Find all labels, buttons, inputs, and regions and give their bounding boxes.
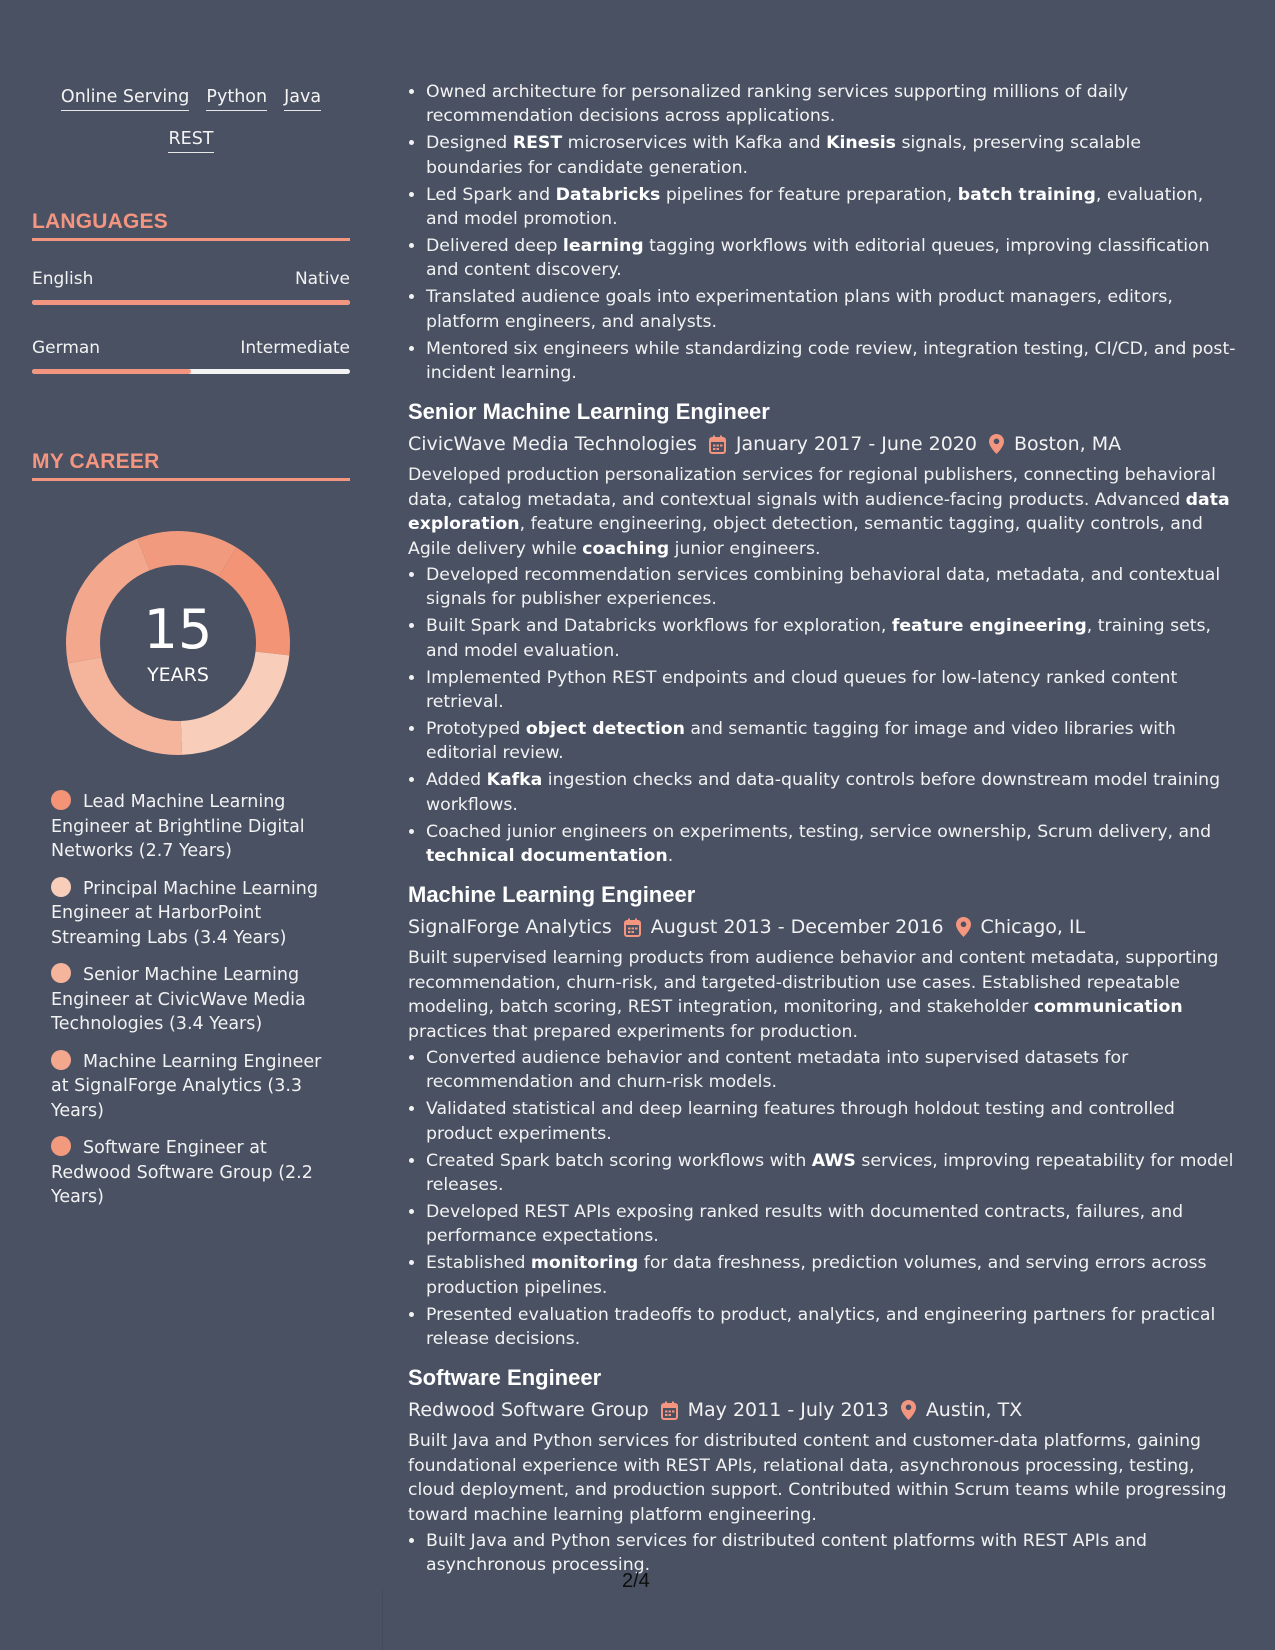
skill-tag[interactable]: REST (168, 128, 213, 153)
job-dates: August 2013 - December 2016 (650, 916, 944, 939)
jobs-list (408, 399, 1238, 1577)
career-legend-item (51, 877, 341, 951)
career-legend (51, 790, 341, 1223)
calendar-icon (661, 1401, 678, 1420)
bullet-item: • Developed REST APIs exposing ranked results with documented contracts, failures, and performance expectations. (426, 1200, 1238, 1249)
career-legend-label: Principal Machine Learning Engineer at HarborPoint Streaming Labs (3.4 Years) (51, 878, 318, 948)
experience-column (408, 80, 1238, 1580)
job-entry (408, 882, 1238, 1351)
calendar-icon (624, 918, 641, 937)
bullet-item: • Designed REST microservices with Kafka and Kinesis signals, preserving scalable boundaries for candidate generation. (426, 131, 1238, 180)
job-description: Built Java and Python services for distributed content and customer-data platforms, gaining foundational experience with REST APIs, relational data, asynchronous processing, testing, cloud deployment, and production support. Contributed within Scrum teams while progressing toward machine learning platform engineering. (408, 1431, 1227, 1525)
career-total-unit: YEARS (147, 664, 209, 686)
career-legend-label: Software Engineer at Redwood Software Group (2.2 Years) (51, 1138, 313, 1207)
career-legend-item (51, 1050, 341, 1124)
bullet-item: • Prototyped object detection and semantic tagging for image and video libraries with editorial review. (426, 717, 1238, 766)
language-level-bar (32, 369, 350, 374)
job-bullets (408, 1529, 1238, 1578)
job-bullets (408, 563, 1238, 868)
legend-dot (51, 1050, 71, 1070)
job-meta (408, 914, 1238, 940)
column-divider (382, 1590, 383, 1650)
career-legend-label: Machine Learning Engineer at SignalForge Analytics (3.3 Years) (51, 1051, 322, 1121)
language-level: Intermediate (240, 338, 350, 358)
bullet-item: • Created Spark batch scoring workflows with AWS services, improving repeatability for model releases. (426, 1149, 1238, 1198)
language-level-bar (32, 300, 350, 305)
job-description: Built supervised learning products from audience behavior and content metadata, supporting recommendation, churn-risk, and targeted-distribution use cases. Established repeatable modeling, batch scoring, REST integration, monitoring, and stakeholder communication practices that prepared experiments for production. (408, 948, 1219, 1042)
legend-dot (51, 877, 71, 897)
donut-slice (137, 531, 236, 577)
bullet-item: • Implemented Python REST endpoints and cloud queues for low-latency ranked content retrieval. (426, 666, 1238, 715)
language-name: German (32, 338, 101, 358)
career-legend-item (51, 1136, 341, 1210)
career-legend-label: Lead Machine Learning Engineer at Brightline Digital Networks (2.7 Years) (51, 792, 305, 861)
skill-tag[interactable]: Online Serving (61, 86, 190, 111)
job-entry (408, 399, 1238, 868)
job-bullets (408, 1046, 1238, 1351)
career-heading: MY CAREER (32, 450, 350, 481)
job-company: SignalForge Analytics (408, 916, 612, 939)
bullet-item: • Added Kafka ingestion checks and data-quality controls before downstream model training workflows. (426, 768, 1238, 817)
job-title: Machine Learning Engineer (408, 882, 696, 908)
location-pin-icon (989, 434, 1004, 454)
job-location: Boston, MA (1014, 433, 1122, 456)
job-meta (408, 431, 1238, 457)
legend-dot (51, 963, 71, 983)
job-location: Chicago, IL (980, 916, 1086, 939)
job-meta (408, 1397, 1238, 1423)
job-location: Austin, TX (925, 1399, 1023, 1422)
bullet-item: • Delivered deep learning tagging workflows with editorial queues, improving classification and content discovery. (426, 234, 1238, 283)
bullet-item: • Translated audience goals into experimentation plans with product managers, editors, platform engineers, and analysts. (426, 285, 1238, 334)
bullet-item: • Built Spark and Databricks workflows for exploration, feature engineering, training sets, and model evaluation. (426, 614, 1238, 663)
job-company: Redwood Software Group (408, 1399, 649, 1422)
skills-row-2 (32, 128, 350, 153)
skill-tag[interactable]: Python (206, 86, 267, 111)
language-level-fill (32, 369, 191, 374)
bullet-item: • Built Java and Python services for distributed content platforms with REST APIs and asynchronous processing. (426, 1529, 1238, 1578)
bullet-item: • Validated statistical and deep learning features through holdout testing and controlled product experiments. (426, 1097, 1238, 1146)
skill-tag[interactable]: Java (284, 86, 321, 111)
location-pin-icon (956, 917, 971, 937)
location-pin-icon (901, 1400, 916, 1420)
language-level: Native (294, 269, 350, 289)
legend-dot (51, 1136, 71, 1156)
calendar-icon (709, 435, 726, 454)
bullet-item: • Mentored six engineers while standardizing code review, integration testing, CI/CD, and post-incident learning. (426, 337, 1238, 386)
language-english (32, 268, 350, 305)
bullet-item: • Established monitoring for data freshness, prediction volumes, and serving errors across production pipelines. (426, 1251, 1238, 1300)
bullet-item: • Coached junior engineers on experiments, testing, service ownership, Scrum delivery, and technical documentation. (426, 820, 1238, 869)
job-dates: January 2017 - June 2020 (735, 433, 977, 456)
bullet-item: • Presented evaluation tradeoffs to product, analytics, and engineering partners for practical release decisions. (426, 1303, 1238, 1352)
career-legend-label: Senior Machine Learning Engineer at CivicWave Media Technologies (3.4 Years) (51, 965, 306, 1034)
language-name: English (32, 269, 94, 289)
bullet-item: • Led Spark and Databricks pipelines for feature preparation, batch training, evaluation, and model promotion. (426, 183, 1238, 232)
job-entry (408, 1365, 1238, 1577)
languages-heading: LANGUAGES (32, 210, 350, 241)
career-donut-chart (65, 530, 291, 756)
job-title: Software Engineer (408, 1365, 602, 1391)
job-description: Developed production personalization services for regional publishers, connecting behavioral data, catalog metadata, and contextual signals with audience-facing products. Advanced data exploration, feature engineering, object detection, semantic tagging, quality controls, and Agile delivery while coaching junior engineers. (408, 465, 1230, 559)
bullet-item: • Owned architecture for personalized ranking services supporting millions of daily recommendation decisions across applications. (426, 80, 1238, 129)
skills-list (32, 86, 350, 170)
language-level-fill (32, 300, 350, 305)
page-number: 2/4 (622, 1570, 650, 1592)
career-legend-item (51, 963, 341, 1037)
skills-row-1 (32, 86, 350, 111)
career-total-years: 15 (143, 598, 213, 661)
job-title: Senior Machine Learning Engineer (408, 399, 770, 425)
previous-job-bullets (408, 80, 1238, 385)
bullet-item: • Converted audience behavior and content metadata into supervised datasets for recommendation and churn-risk models. (426, 1046, 1238, 1095)
career-legend-item (51, 790, 341, 864)
bullet-item: • Developed recommendation services combining behavioral data, metadata, and contextual signals for publisher experiences. (426, 563, 1238, 612)
language-german (32, 337, 350, 374)
job-dates: May 2011 - July 2013 (687, 1399, 889, 1422)
legend-dot (51, 790, 71, 810)
job-company: CivicWave Media Technologies (408, 433, 697, 456)
